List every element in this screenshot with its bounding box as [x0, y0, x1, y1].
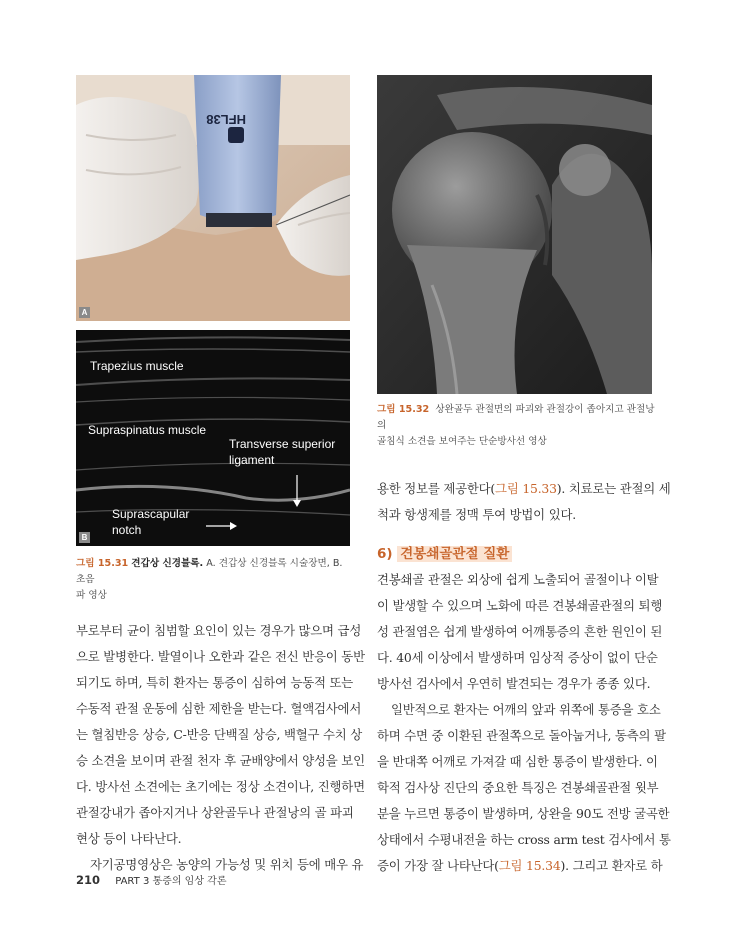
injection-photo [76, 75, 350, 321]
text-line: 으로 발병한다. 발열이나 오한과 같은 전신 반응이 동반 [76, 649, 365, 664]
text-line: 성 관절염은 쉽게 발생하여 어깨통증의 흔한 원인이 된 [377, 624, 663, 639]
text-line: 척과 항생제를 정맥 투여 방법이 있다. [377, 507, 576, 522]
panel-letter-b: B [79, 532, 90, 543]
text-line-content: 자기공명영상은 농양의 가능성 및 위치 등에 매우 유 [90, 857, 364, 872]
text-line: 는 혈침반응 상승, C-반응 단백질 상승, 백혈구 수치 상 [76, 727, 363, 742]
text-line: 되기도 하며, 특히 환자는 통증이 심하여 능동적 또는 [76, 675, 354, 690]
figure-15-31-a-photo [76, 75, 350, 321]
text-line [377, 476, 671, 502]
label-notch: notch [112, 523, 142, 537]
label-supraspinatus-muscle: Supraspinatus muscle [88, 423, 207, 437]
text-line-content: 일반적으로 환자는 어깨의 앞과 위쪽에 통증을 호소 [391, 702, 661, 717]
probe-label: HFL38 [206, 112, 246, 127]
text-line: 승 소견을 보이며 관절 천자 후 균배양에서 양성을 보인 [76, 753, 365, 768]
caption-text-line2: 골침식 소견을 보여주는 단순방사선 영상 [377, 436, 547, 447]
text-fragment: 용한 정보를 제공한다( [377, 481, 496, 496]
figure-15-32-xray [377, 75, 652, 394]
text-line: 상태에서 수평내전을 하는 cross arm test 검사에서 통 [377, 832, 671, 847]
section-number: 6) [377, 546, 398, 562]
text-line [377, 853, 663, 879]
shoulder-xray [377, 75, 652, 394]
text-fragment: ). 그리고 환자로 하 [560, 858, 663, 873]
text-line: 학적 검사상 진단의 중요한 특징은 견봉쇄골관절 윗부 [377, 780, 659, 795]
text-line [377, 697, 661, 723]
text-fragment: 증이 가장 잘 나타난다( [377, 858, 499, 873]
section-title: 견봉쇄골관절 질환 [397, 546, 512, 562]
label-trapezius-muscle: Trapezius muscle [90, 359, 184, 373]
figure-15-31-b-ultrasound [76, 330, 350, 546]
text-line: 견봉쇄골 관절은 외상에 쉽게 노출되어 골절이나 이탈 [377, 572, 659, 587]
caption-text: A. 견갑상 신경블록 시술장면, B. 초음 [76, 558, 343, 585]
right-column-paragraph-1 [377, 476, 671, 528]
footer-part-title: 통증의 임상 각론 [152, 876, 227, 887]
caption-figure-15-32 [377, 402, 657, 450]
figure-reference-15-33[interactable]: 그림 15.33 [495, 481, 557, 496]
text-line: 분을 누르면 통증이 발생하며, 상완을 90도 전방 굴곡한 [377, 806, 670, 821]
text-line: 이 발생할 수 있으며 노화에 따른 견봉쇄골관절의 퇴행 [377, 598, 663, 613]
page-number: 210 [76, 873, 101, 887]
text-line: 방사선 검사에서 우연히 발견되는 경우가 종종 있다. [377, 676, 651, 691]
label-transverse-superior: Transverse superior [229, 437, 336, 451]
caption-text-line2: 파 영상 [76, 590, 107, 601]
text-line: 관절강내가 좁아지거나 상완골두나 관절낭의 골 파괴 [76, 805, 354, 820]
text-line: 현상 등이 나타난다. [76, 831, 182, 846]
footer-part: PART 3 [115, 876, 150, 887]
caption-label: 그림 15.31 [76, 558, 129, 569]
caption-figure-15-31 [76, 556, 352, 604]
text-line: 수동적 관절 운동에 심한 제한을 받는다. 혈액검사에서 [76, 701, 362, 716]
text-fragment: ). 치료로는 관절의 세 [556, 481, 671, 496]
caption-title: 견갑상 신경블록. [131, 558, 204, 569]
panel-letter-a: A [79, 307, 90, 318]
figure-reference-15-34[interactable]: 그림 15.34 [498, 858, 561, 873]
text-line: 다. 40세 이상에서 발생하며 임상적 증상이 없이 단순 [377, 650, 658, 665]
left-column-text [76, 618, 365, 878]
caption-label: 그림 15.32 [377, 404, 430, 415]
label-ligament: ligament [229, 453, 275, 467]
label-suprascapular: Suprascapular [112, 507, 190, 521]
text-line: 부로부터 균이 침범할 요인이 있는 경우가 많으며 급성 [76, 623, 362, 638]
section-heading [377, 542, 512, 562]
text-line: 을 반대쪽 어깨로 가져갈 때 심한 통증이 발생한다. 이 [377, 754, 658, 769]
page-footer [76, 872, 226, 887]
right-column-paragraph-2 [377, 567, 671, 879]
caption-text: 상완골두 관절면의 파괴와 관절강이 좁아지고 관절낭의 [377, 404, 655, 431]
text-line: 하며 수면 중 이환된 관절쪽으로 돌아눕거나, 동측의 팔 [377, 728, 666, 743]
text-line: 다. 방사선 소견에는 초기에는 정상 소견이나, 진행하면 [76, 779, 365, 794]
